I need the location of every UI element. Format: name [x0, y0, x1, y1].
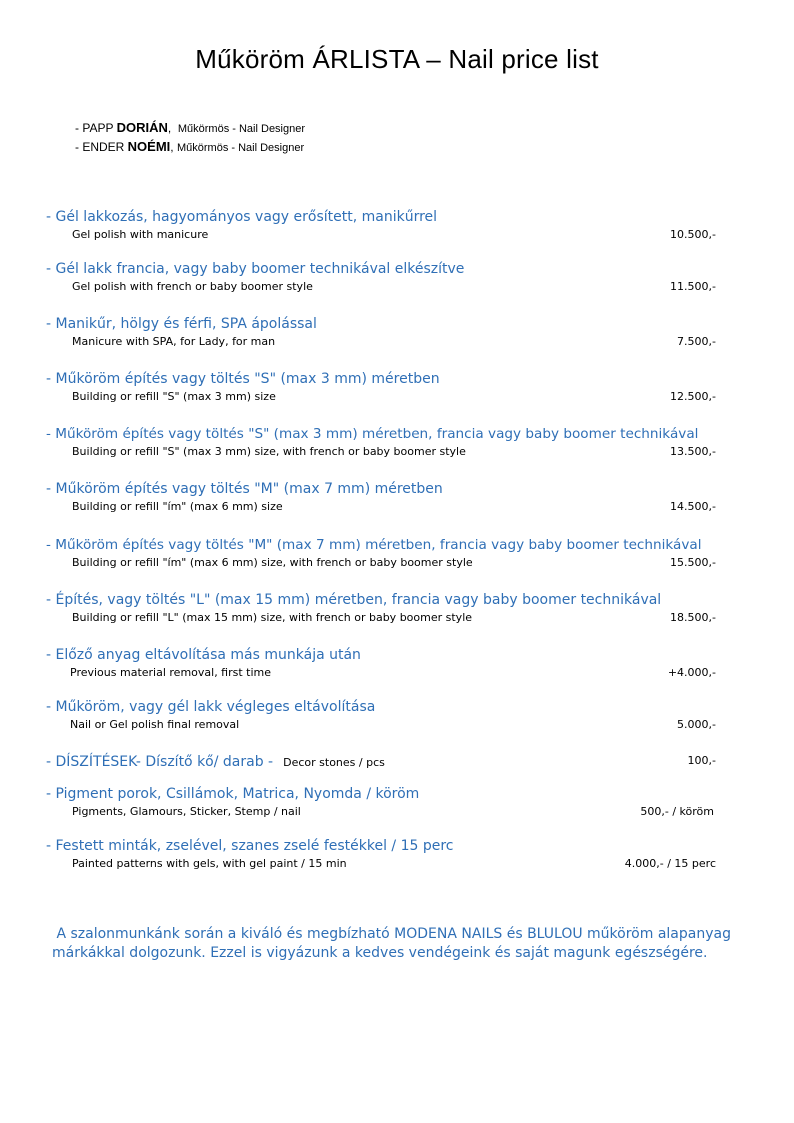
item-name-hu: - Műköröm építés vagy töltés "S" (max 3 mm) méretben, francia vagy baby boomer technikával [46, 426, 699, 442]
item-name-hu: - Festett minták, zselével, szanes zselé festékkel / 15 perc [46, 838, 454, 854]
item-name-en: Decor stones / pcs [283, 756, 385, 769]
item-name-hu: - DÍSZÍTÉSEK- Díszítő kő/ darab - [46, 754, 274, 770]
item-name-en: Building or refill "ím" (max 6 mm) size [72, 500, 283, 513]
price-item [46, 261, 718, 296]
footer-line: márkákkal dolgozunk. Ezzel is vigyázunk a kedves vendégeink és saját magunk egészségére. [52, 945, 708, 961]
item-price: 12.500,- [670, 390, 716, 403]
staff-prefix: - ENDER [75, 140, 128, 154]
item-name-en: Pigments, Glamours, Sticker, Stemp / nail [72, 805, 301, 818]
item-name-en: Building or refill "L" (max 15 mm) size, with french or baby boomer style [72, 611, 473, 624]
item-name-en: Building or refill "ím" (max 6 mm) size, with french or baby boomer style [72, 556, 473, 569]
staff-name: NOÉMI [127, 139, 171, 154]
price-item-decor [46, 751, 718, 769]
staff-entry-papp [75, 120, 305, 135]
price-item [46, 537, 718, 572]
item-price: 13.500,- [670, 445, 716, 458]
item-name-hu: - Gél lakk francia, vagy baby boomer technikával elkészítve [46, 261, 465, 277]
item-price: 4.000,- / 15 perc [624, 857, 716, 870]
staff-name: DORIÁN [116, 120, 168, 135]
item-price: 500,- / köröm [640, 805, 714, 818]
item-name-hu: - Műköröm építés vagy töltés "M" (max 7 mm) méretben [46, 481, 443, 497]
price-item [46, 426, 718, 461]
item-name-en: Previous material removal, first time [70, 666, 272, 679]
item-name-hu: - Építés, vagy töltés "L" (max 15 mm) méretben, francia vagy baby boomer technikával [46, 592, 662, 608]
price-item [46, 647, 718, 682]
item-name-hu: - Gél lakkozás, hagyományos vagy erősített, manikűrrel [46, 209, 438, 225]
item-name-hu: - Műköröm építés vagy töltés "S" (max 3 mm) méretben [46, 371, 440, 387]
item-price: +4.000,- [667, 666, 716, 679]
staff-prefix: - PAPP [75, 121, 117, 135]
price-item [46, 209, 718, 244]
price-item [46, 371, 718, 406]
price-item [46, 786, 718, 821]
item-name-en: Manicure with SPA, for Lady, for man [72, 335, 276, 348]
price-item [46, 838, 718, 873]
price-item [46, 316, 718, 351]
item-price: 14.500,- [670, 500, 716, 513]
item-price: 100,- [687, 754, 716, 767]
price-item [46, 699, 718, 734]
item-price: 18.500,- [670, 611, 716, 624]
price-item [46, 592, 718, 627]
item-name-en: Gel polish with manicure [72, 228, 209, 241]
item-price: 5.000,- [677, 718, 716, 731]
staff-separator: , [170, 140, 174, 154]
item-name-hu: - Műköröm, vagy gél lakk végleges eltávolítása [46, 699, 376, 715]
item-name-en: Building or refill "S" (max 3 mm) size [72, 390, 276, 403]
staff-role: Műkörmös - Nail Designer [177, 123, 306, 135]
item-price: 10.500,- [670, 228, 716, 241]
staff-entry-ender [75, 139, 304, 154]
item-name-hu: - Pigment porok, Csillámok, Matrica, Nyomda / köröm [46, 786, 420, 802]
item-price: 7.500,- [677, 335, 716, 348]
item-name-hu: - Manikűr, hölgy és férfi, SPA ápolással [46, 316, 317, 332]
item-name-en: Painted patterns with gels, with gel paint / 15 min [72, 857, 347, 870]
item-name-en: Building or refill "S" (max 3 mm) size, with french or baby boomer style [72, 445, 466, 458]
staff-separator: , [167, 121, 172, 135]
footer-note [52, 925, 742, 963]
item-name-hu: - Műköröm építés vagy töltés "M" (max 7 mm) méretben, francia vagy baby boomer technikával [46, 537, 702, 553]
footer-line: A szalonmunkánk során a kiváló és megbízható MODENA NAILS és BLULOU műköröm alapanyag [52, 926, 731, 942]
item-price: 11.500,- [670, 280, 716, 293]
item-name-en: Gel polish with french or baby boomer style [72, 280, 313, 293]
item-name-hu: - Előző anyag eltávolítása más munkája után [46, 647, 361, 663]
price-item [46, 481, 718, 516]
page-title: Műköröm ÁRLISTA – Nail price list [195, 44, 599, 74]
item-price: 15.500,- [670, 556, 716, 569]
item-name-en: Nail or Gel polish final removal [70, 718, 240, 731]
staff-role: Műkörmös - Nail Designer [176, 142, 305, 154]
